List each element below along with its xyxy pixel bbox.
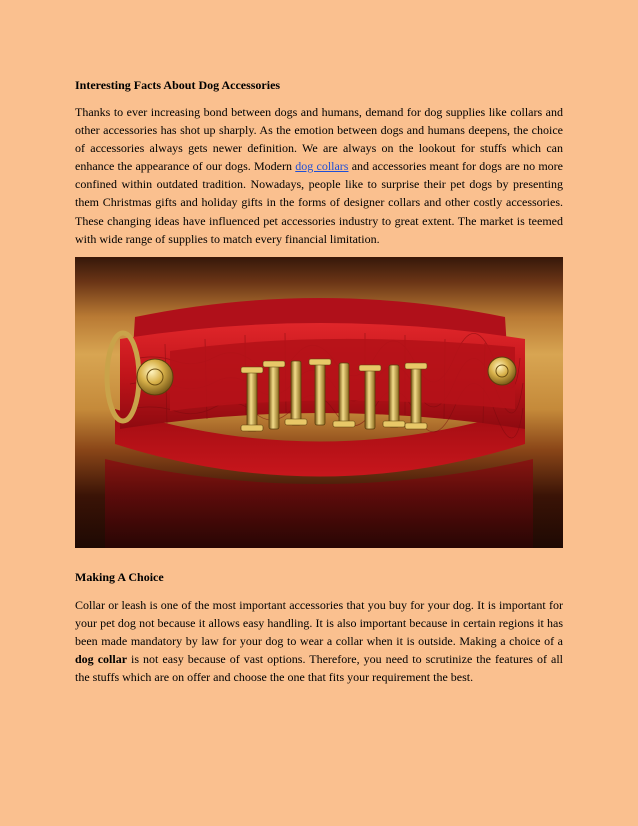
section-heading-choice: Making A Choice	[75, 570, 164, 584]
choice-paragraph	[75, 596, 563, 686]
facts-paragraph	[75, 103, 563, 248]
dog-collar-bold: dog collar	[75, 652, 128, 667]
facts-text-start: Thanks to ever increasing bond between dogs and humans, demand for dog supplies like collars and other accessories has shot up sharply. As the emotion between dogs and humans deepens, the choice of accessories always gets newer definition. We are always on the lookout for stuffs which can enhance the appearance of our dogs. Modern	[75, 105, 563, 174]
facts-text-end: and accessories meant for dogs are no more confined within outdated tradition. Nowadays, people like to surprise their pet dogs by presenting them Christmas gifts and holiday gifts in the forms of designer collars and other costly accessories. These changing ideas have influenced pet accessories industry to great extent. The market is teemed with wide range of supplies to match every financial limitation.	[75, 159, 563, 246]
dog-collar-photo	[75, 257, 563, 548]
choice-text-end: is not easy because of vast options. Therefore, you need to scrutinize the features of all the stuffs which are on offer and choose the one that fits your requirement the best.	[75, 652, 563, 685]
section-heading-facts: Interesting Facts About Dog Accessories	[75, 78, 281, 92]
choice-text-start: Collar or leash is one of the most important accessories that you buy for your dog. It is important for your pet dog not because it allows easy handling. It is also important because in certain regions it has been made mandatory by law for your dog to wear a collar when it is outside. Making a choice of a	[75, 598, 563, 649]
dog-collars-link[interactable]: dog collars	[295, 159, 349, 174]
